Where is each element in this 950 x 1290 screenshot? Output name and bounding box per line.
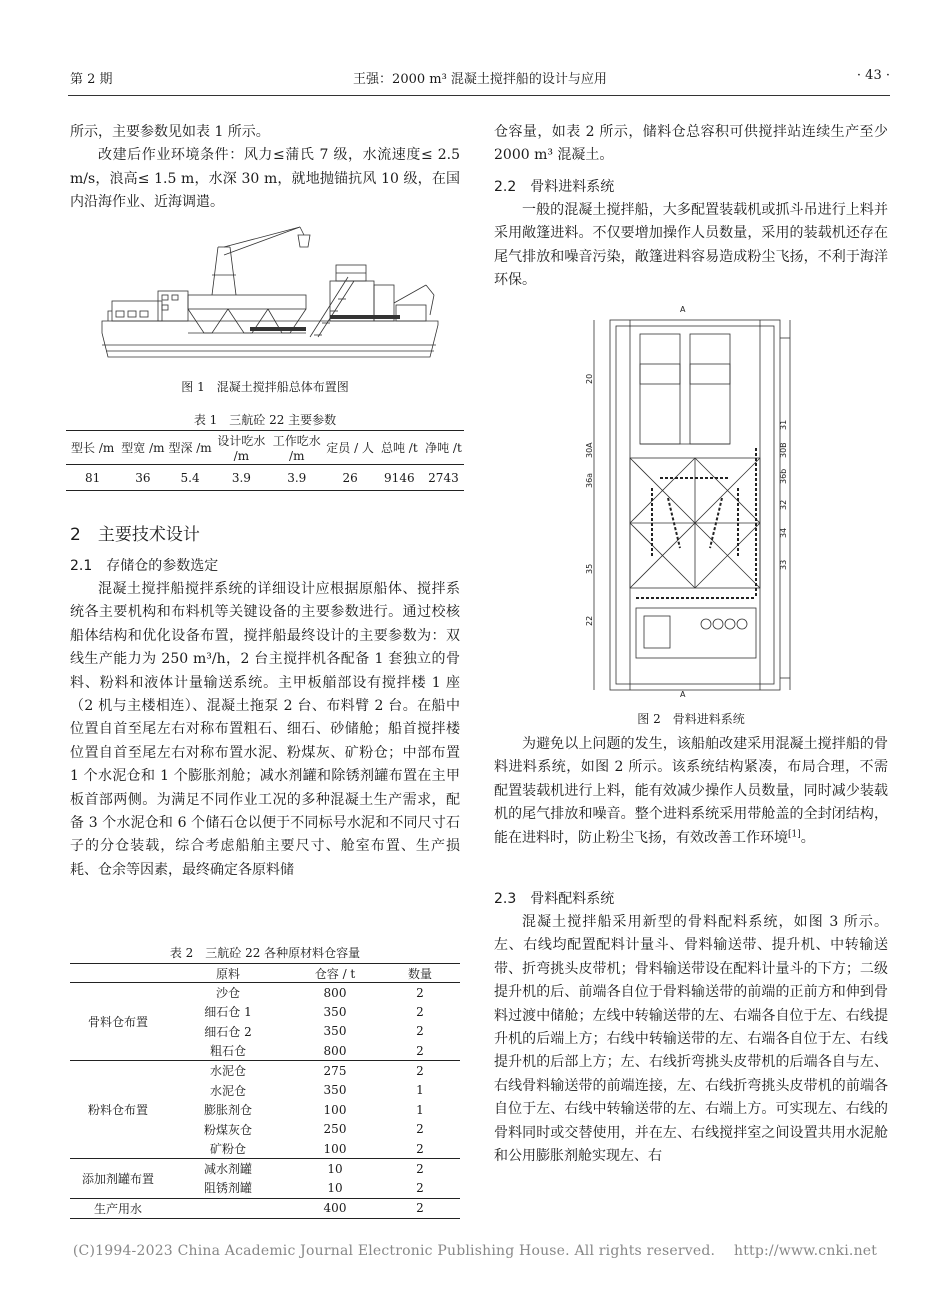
t1-cell: 5.4: [180, 470, 200, 485]
t2-h-capacity: 仓容 / t: [314, 966, 356, 981]
t2-cell: 10: [327, 1180, 343, 1195]
section-2-1-heading: 2.1 存储仓的参数选定: [70, 558, 219, 574]
t2-cell: 275: [323, 1063, 347, 1078]
fig2-label: A: [680, 690, 686, 698]
t2-cell: 细石仓 2: [204, 1024, 252, 1039]
right-body-2-3: [494, 911, 888, 1168]
t2-cell: 膨胀剂仓: [203, 1103, 252, 1118]
table-1-caption: 表 1 三航砼 22 主要参数: [193, 413, 337, 427]
t2-cell: 800: [323, 985, 347, 1000]
t2-h-material: 原料: [215, 966, 240, 981]
fig2-label: 30B: [779, 442, 788, 458]
t2-h-qty: 数量: [407, 966, 432, 981]
t1-cell: 36: [135, 470, 151, 485]
t2-cell: 2: [416, 1004, 424, 1019]
left-column: [70, 121, 460, 215]
t2-cell: 350: [323, 1024, 347, 1039]
right-para-2: 一般的混凝土搅拌船，大多配置装载机或抓斗吊进行上料并采用敞篷进料。不仅要增加操作人员数量，采用的装载机还存在尾气排放和噪音污染，敞篷进料容易造成粉尘飞扬，不利于海洋环保。: [494, 202, 888, 289]
t1-cell: 3.9: [231, 470, 251, 485]
table-1: [66, 430, 464, 491]
t2-cell: 2: [416, 985, 424, 1000]
t1-cell: 9146: [384, 470, 415, 485]
table-2-header-row: [70, 964, 460, 983]
t2-cell: 减水剂罐: [203, 1162, 252, 1177]
table-row: [70, 1159, 460, 1179]
left-body: [70, 578, 460, 882]
header-rule: [68, 95, 890, 96]
t2-cell: 400: [323, 1201, 347, 1216]
left-para-1: 所示，主要参数见如表 1 所示。: [70, 124, 270, 140]
t1-h-crew: 定员 / 人: [326, 441, 374, 455]
fig2-label: 36b: [779, 468, 788, 484]
t2-cell: 2: [416, 1201, 424, 1216]
t2-cell: 2: [416, 1043, 424, 1058]
t2-cell: 2: [416, 1122, 424, 1137]
left-para-2: 改建后作业环境条件：风力≤蒲氏 7 级，水流速度≤ 2.5 m/s，浪高≤ 1.5 m，水深 30 m，就地抛锚抗风 10 级，在国内沿海作业、近海调遣。: [70, 147, 460, 211]
table-2: [70, 963, 460, 1219]
right-para-3: [494, 733, 888, 850]
t2-group: 生产用水: [93, 1201, 142, 1216]
t1-cell: 2743: [428, 470, 459, 485]
figure-2-caption: 图 2 骨料进料系统: [637, 712, 745, 726]
section-2-2-heading: 2.2 骨料进料系统: [494, 179, 615, 195]
t2-cell: 阻锈剂罐: [203, 1181, 252, 1196]
table-row: [70, 1198, 460, 1218]
t2-cell: 2: [416, 1024, 424, 1039]
right-body-after-fig2: [494, 733, 888, 850]
t1-cell: 3.9: [287, 470, 307, 485]
t1-h-depth: 型深 /m: [168, 441, 212, 455]
fig2-label: 33: [779, 559, 788, 570]
fig2-label: 36a: [585, 472, 594, 488]
running-title: 王强：2000 m³ 混凝土搅拌船的设计与应用: [353, 72, 607, 87]
t1-cell: 81: [85, 470, 101, 485]
copyright-footer: (C)1994-2023 China Academic Journal Electronic Publishing House. All rights reserved. http://www.cnki.net: [72, 1243, 878, 1259]
figure-2: [580, 298, 800, 698]
t2-cell: 2: [416, 1180, 424, 1195]
section-2-3-heading: 2.3 骨料配料系统: [494, 891, 615, 907]
table-2-caption: 表 2 三航砼 22 各种原材料仓容量: [169, 946, 361, 960]
t2-cell: 2: [416, 1161, 424, 1176]
t2-cell: 250: [323, 1122, 347, 1137]
t2-cell: 2: [416, 1063, 424, 1078]
t2-group: 粉料仓布置: [87, 1103, 148, 1118]
t2-cell: 2: [416, 1141, 424, 1156]
t2-cell: 350: [323, 1004, 347, 1019]
aggregate-feeding-drawing: [580, 298, 800, 698]
right-para-1: 仓容量，如表 2 所示，储料仓总容积可供搅拌站连续生产至少 2000 m³ 混凝土。: [494, 124, 888, 164]
table-row: [70, 983, 460, 1003]
issue-number: 第 2 期: [70, 72, 113, 87]
table-row: [70, 1061, 460, 1081]
section-2-heading: 2 主要技术设计: [70, 525, 200, 545]
figure-1: [100, 225, 440, 367]
t2-cell: [166, 1198, 290, 1218]
fig2-label: 30A: [585, 442, 594, 458]
t1-h-net: 净吨 /t: [425, 441, 462, 455]
t1-h-gross: 总吨 /t: [380, 441, 418, 455]
right-column-top: [494, 121, 888, 168]
reference-1: [1]: [788, 828, 801, 839]
t2-cell: 350: [323, 1083, 347, 1098]
t2-cell: 1: [416, 1102, 424, 1117]
t2-cell: 细石仓 1: [204, 1005, 252, 1020]
t2-cell: 沙仓: [215, 986, 240, 1001]
t2-cell: 800: [323, 1043, 347, 1058]
fig2-label: 31: [779, 419, 788, 430]
t2-group: 添加剂罐布置: [81, 1171, 154, 1186]
t2-group: 骨料仓布置: [87, 1015, 148, 1030]
table-1-header-row: [66, 431, 464, 465]
right-para-3-text: 为避免以上问题的发生，该船舶改建采用混凝土搅拌船的骨料进料系统，如图 2 所示。该系统结构紧凑，布局合理，不需配置装载机进行上料，能有效减少操作人员数量，同时减少装载机的尾气排放和噪音。整个进料系统采用带舱盖的全封闭结构，能在进料时，防止粉尘飞扬，有效改善工作环境: [494, 736, 888, 846]
t2-cell: 1: [416, 1083, 424, 1098]
t2-cell: 10: [327, 1161, 343, 1176]
t1-h-breadth: 型宽 /m: [121, 441, 165, 455]
right-body-2-2: [494, 199, 888, 293]
page-number: · 43 ·: [856, 68, 890, 83]
t1-h-working-draft: 工作吃水 /m: [272, 434, 321, 463]
t2-cell: 粗石仓: [209, 1044, 246, 1059]
t1-cell: 26: [342, 470, 358, 485]
figure-1-caption: 图 1 混凝土搅拌船总体布置图: [181, 380, 349, 394]
ship-arrangement-drawing: [100, 225, 440, 367]
running-header: [70, 68, 890, 88]
fig2-label: 22: [585, 615, 594, 626]
right-para-3-end: 。: [800, 829, 815, 846]
t2-cell: 水泥仓: [209, 1064, 246, 1079]
t2-cell: 粉煤灰仓: [203, 1122, 252, 1137]
t2-cell: 水泥仓: [209, 1083, 246, 1098]
fig2-label: A: [680, 305, 686, 314]
t2-cell: 100: [323, 1102, 347, 1117]
t1-h-length: 型长 /m: [71, 441, 115, 455]
left-para-3: 混凝土搅拌船搅拌系统的详细设计应根据原船体、搅拌系统各主要机构和布料机等关键设备的主要参数进行。通过校核船体结构和优化设备布置，搅拌船最终设计的主要参数为：双线生产能力为 250 m³/h，2 台主搅拌机各配备 1 套独立的骨料、粉料和液体计量输送系统。主甲板艏部设有搅拌楼 1 座（2 机与主楼相连）、混凝土拖泵 2 台、布料臂 2 台。在船中位置自首至尾左右对称布置粗石、细石、砂储舱；船首搅拌楼位置自首至尾左右对称布置水泥、粉煤灰、矿粉仓；中部布置 1 个水泥仓和 1 个膨胀剂舱；减水剂罐和除锈剂罐布置在主甲板首部两侧。为满足不同作业工况的多种混凝土生产需求，配备 3 个水泥仓和 6 个储石仓以便于不同标号水泥和不同尺寸石子的分仓装载，综合考虑船舶主要尺寸、舱室布置、生产损耗、仓余等因素，最终确定各原料储: [70, 581, 460, 878]
fig2-label: 35: [585, 563, 594, 574]
fig2-label: 34: [779, 527, 788, 538]
t2-cell: 100: [323, 1141, 347, 1156]
t1-h-design-draft: 设计吃水 /m: [217, 434, 266, 463]
fig2-label: 20: [585, 373, 594, 384]
fig2-label: 32: [779, 499, 788, 510]
t2-cell: 矿粉仓: [209, 1142, 246, 1157]
table-row: [66, 465, 464, 491]
right-para-4: 混凝土搅拌船采用新型的骨料配料系统，如图 3 所示。左、右线均配置配料计量斗、骨料输送带、提升机、中转输送带、折弯挑头皮带机；骨料输送带设在配料计量斗的下方；二级提升机的后、前端各自位于骨料输送带的前端的正前方和伸到骨料过渡中储舱；左线中转输送带的左、右端各自位于左、右线提升机的后端上方；右线中转输送带的左、右端各自位于左、右线提升机的后部上方；左、右线折弯挑头皮带机的后端各自与左、右线骨料输送带的前端连接，左、右线折弯挑头皮带机的前端各自位于左、右线中转输送带的左、右端上方。可实现左、右线的骨料同时或交替使用，并在左、右线搅拌室之间设置共用水泥舱和公用膨胀剂舱实现左、右: [494, 914, 888, 1165]
